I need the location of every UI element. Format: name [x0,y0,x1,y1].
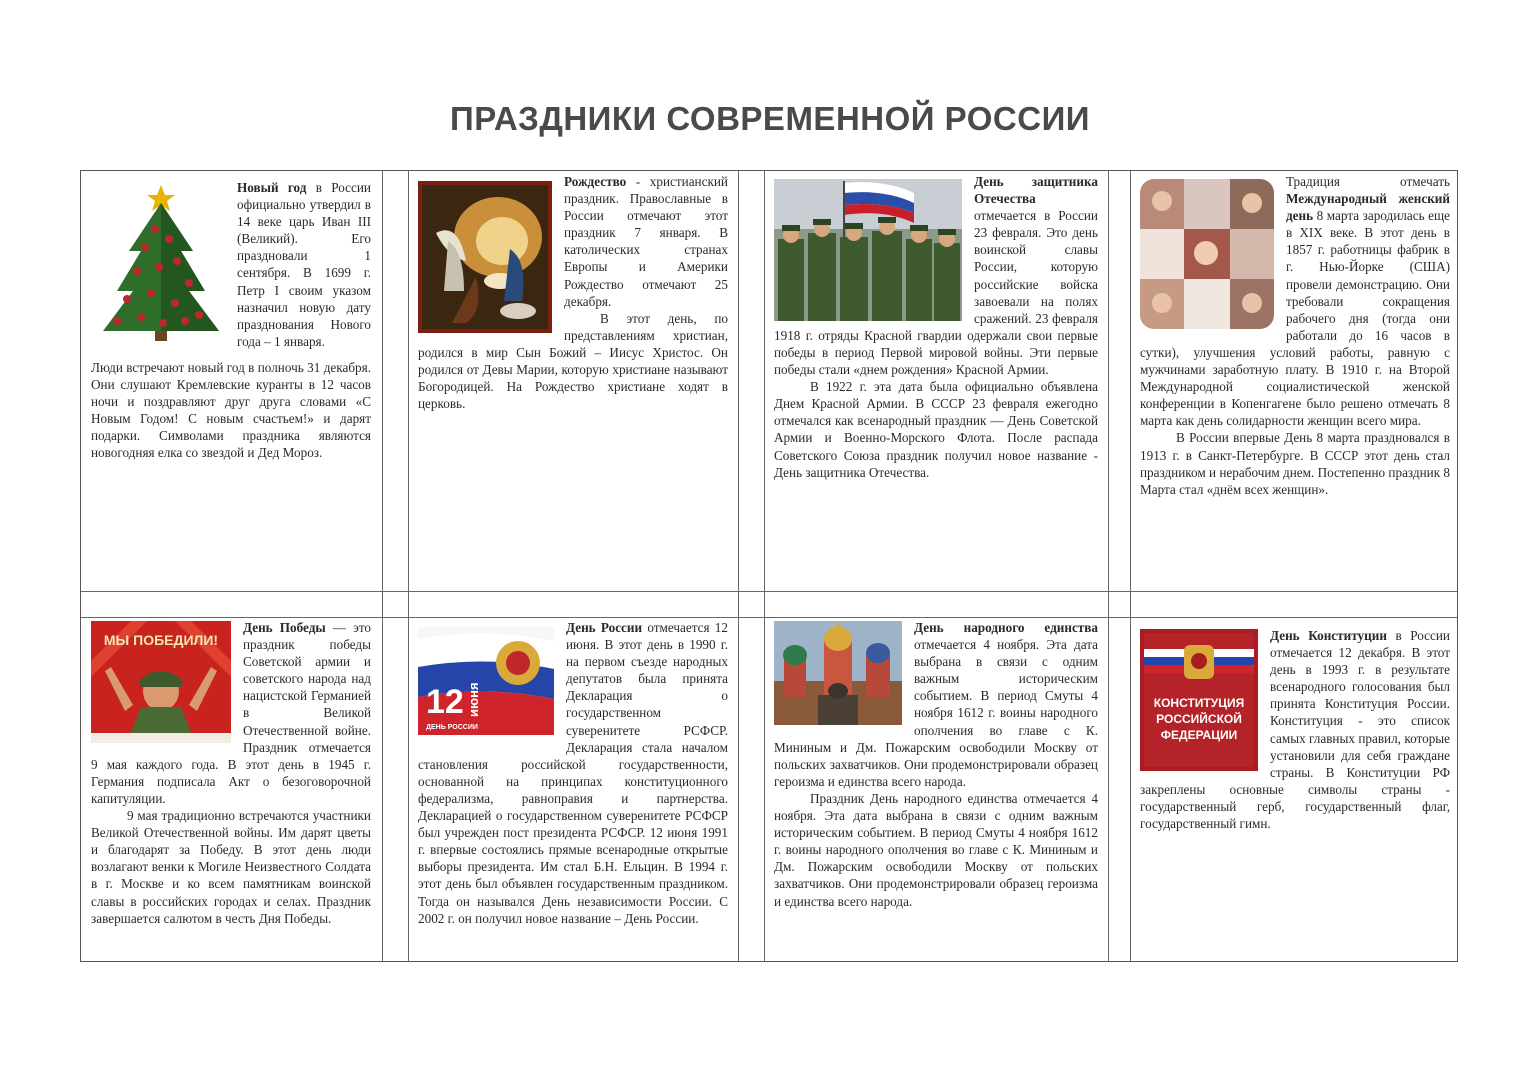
card-text: В этот день, по представлениям христиан, родился в мир Сын Божий – Иисус Христос. Он родился от Девы Марии, которую христиане называют Богородицей. На Рождество христиане ходят в церковь. [418,310,728,412]
card-title: День Победы [243,620,326,635]
card-constitution-day [1140,619,1450,959]
card-text: отмечается 12 июня. В этот день в 1990 г. на первом съезде народных депутатов была принята Декларация о государственном суверенитете РСФСР. Декларация стала началом становления российской государственности, основанной на принципах конституционного федерализма, равноправия и партнерства. Декларацией о государственном суверенитете РСФСР был учрежден пост президента РСФСР. 12 июня 1991 г. впервые состоялись прямые всенародные открытые выборы президента. Им стал Б.Н. Ельцин. В 1994 г. этот день был объявлен государственным праздником. Тогда он назывался День независимости России. С 2002 г. он получил новое название – День России. [418,620,728,926]
holidays-table [80,170,1458,962]
christmas-tree-icon [97,181,225,343]
women-collage-icon [1140,179,1274,329]
card-text: отмечается 4 ноября. Эта дата выбрана в связи с одним важным историческим событием. В период Смуты 4 ноября 1612 г. воины народного ополчения во главе с К. Мининым и Дм. Пожарским освободили Москву от польских захватчиков. Они продемонстрировали образец героизма и единства всего народа. [774,637,1098,789]
card-defender-day [774,173,1098,587]
card-title: День Конституции [1270,628,1387,643]
card-text: 8 марта зародилась еще в XIX веке. В этот день в 1857 г. работницы фабрик в г. Нью-Йорке (США) провели демонстрацию. Они требовали сокращения рабочего дня (тогда они работали до 16 часов в сутки), улучшения условий работы, равную с мужчинами заработную плату. В 1910 г. на Второй Международной социалистической женской конференции в Копенгагене было решено отмечать 8 марта как день солидарности женщин всего мира. [1140,208,1450,429]
book-line-3: ФЕДЕРАЦИИ [1160,728,1238,742]
card-text: Праздник День народного единства отмечается 4 ноября. Эта дата выбрана в связи с одним важным историческим событием. В период Смуты 4 ноября 1612 г. воины народного ополчения во главе с К. Мининым и Дм. Пожарским освободили Москву от польских захватчиков. Они продемонстрировали образец героизма и единства всего народа. [774,790,1098,909]
card-russia-day [418,619,728,959]
st-basils-cathedral-icon [774,621,902,725]
nativity-icon [418,181,552,333]
card-text: в России отмечается 12 декабря. В этот день в 1993 г. в результате всенародного голосования был принята Конституция России. Конституция - это список самых главных правил, которые установили для себя граждане страны. В Конституции РФ закреплены основные символы страны - государственный герб, государственный флаг, государственный гимн. [1140,628,1450,832]
card-title: День защитника Отечества [974,174,1098,207]
card-text: в России официально утвердил в 14 веке царь Иван III (Великий). Его праздновали 1 сентября. В 1699 г. Петр I своим указом назначил новую дату празднования Нового года – 1 января. [237,180,371,349]
page-title: ПРАЗДНИКИ СОВРЕМЕННОЙ РОССИИ [449,100,1091,137]
card-text: Традиция отмечать [1286,174,1450,189]
card-victory-day [91,619,371,959]
russia-day-flag-icon [418,627,554,735]
card-text: отмечается в России 23 февраля. Это день воинской славы России, которую российские войска завоевали на полях сражений. 23 февраля 1918 г. отряды Красной гвардии одержали свои первые победы в период Первой мировой войны. Эти первые победы стали «днем рождения» Красной Армии. [774,208,1098,378]
card-unity-day [774,619,1098,959]
poster-caption: МЫ ПОБЕДИЛИ! [103,632,219,648]
card-womens-day [1140,173,1450,587]
flag-number: 12 [426,683,464,721]
card-title: День народного единства [914,620,1098,635]
book-line-2: РОССИЙСКОЙ [1156,712,1242,726]
constitution-book-icon [1140,629,1258,771]
victory-poster-icon [91,621,231,743]
card-text: В России впервые День 8 марта праздновался в 1913 г. в Санкт-Петербурге. В СССР этот день стал праздником и нерабочим днем. Постепенно праздник 8 Марта стал «днём всех женщин». [1140,430,1450,497]
card-title: Международный женский день [1286,191,1450,224]
book-line-1: КОНСТИТУЦИЯ [1153,696,1245,710]
card-new-year [91,179,371,587]
card-title: День России [566,620,643,635]
card-title: Рождество [564,174,627,189]
flag-caption: ДЕНЬ РОССИИ [426,724,478,731]
card-text: В 1922 г. эта дата была официально объявлена Днем Красной Армии. В СССР 23 февраля ежегодно отмечался как всенародный праздник — День Советской Армии и Военно-Морского Флота. После распада Советского Союза праздник получил новое название - День защитника Отечества. [774,379,1098,480]
card-text: - христианский праздник. Православные в России отмечают этот праздник 7 января. В католических странах Европы и Америки Рождество отмечают 25 декабря. [564,174,728,309]
card-text: — это праздник победы Советской армии и советского народа над нацистской Германией в Великой Отечественной войне. Праздник отмечается 9 мая каждого года. В этот день в 1945 г. Германия подписала Акт о безоговорочной капитуляции. [91,620,371,806]
card-title: Новый год [237,180,307,195]
card-text: 9 мая традиционно встречаются участники Великой Отечественной войны. Им дарят цветы и благодарят за Победу. В этот день люди возлагают венки к Могиле Неизвестного Солдата в г. Москве и ко всем памятникам воинской славы в российских городах и селах. Праздник завершается салютом в честь Дня Победы. [91,808,371,926]
flag-month: июня [466,682,481,717]
card-text: Люди встречают новый год в полночь 31 декабря. Они слушают Кремлевские куранты в 12 часов ночи и поздравляют друг друга словами «С Новым Годом! С новым счастьем!» и дарят подарки. Символами праздника являются новогодняя елка со звездой и Дед Мороз. [91,359,371,461]
card-christmas [418,173,728,587]
parade-icon [774,179,962,321]
